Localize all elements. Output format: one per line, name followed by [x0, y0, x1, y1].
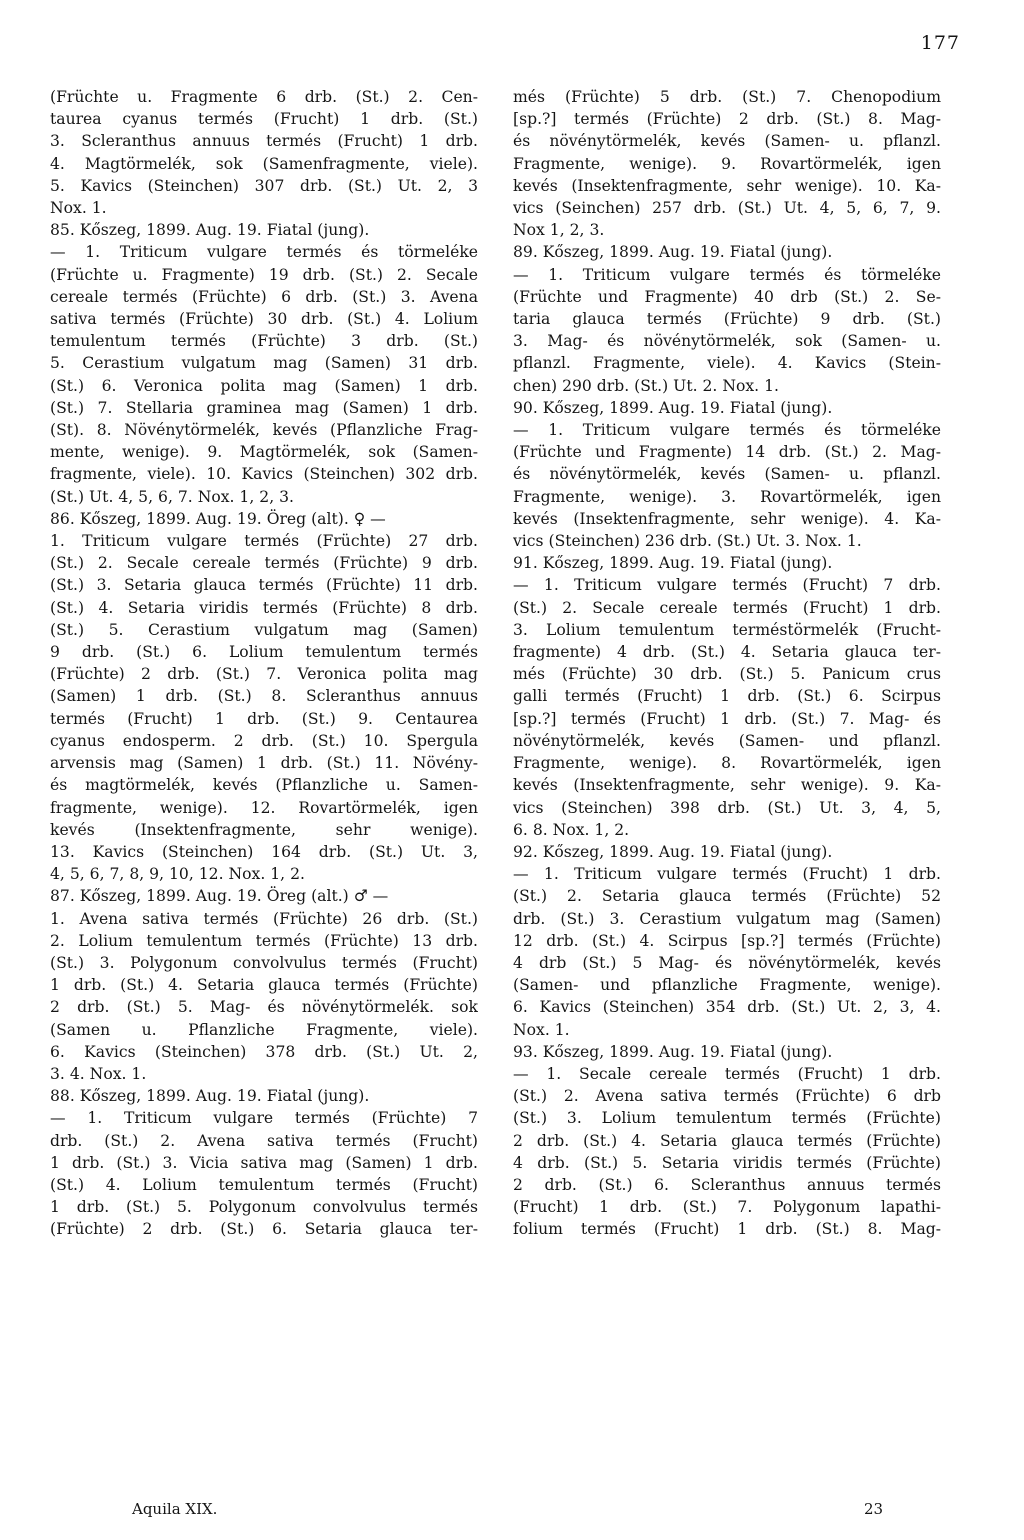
text-line: 5. Cerastium vulgatum mag (Samen) 31 drb.: [50, 354, 478, 373]
text-line: 4, 5, 6, 7, 8, 9, 10, 12. Nox. 1, 2.: [50, 865, 305, 884]
text-line: 1 drb. (St.) 5. Polygonum convolvulus termés: [50, 1198, 478, 1217]
text-line: (St.) 2. Setaria glauca termés (Früchte) 52: [513, 887, 941, 906]
text-line: 5. Kavics (Steinchen) 307 drb. (St.) Ut. 2, 3: [50, 176, 478, 195]
entry-heading: 86. Kőszeg, 1899. Aug. 19. Öreg (alt). ♀ —: [50, 509, 386, 528]
text-line: (St.) Ut. 4, 5, 6, 7. Nox. 1, 2, 3.: [50, 487, 294, 506]
text-line: taurea cyanus termés (Frucht) 1 drb. (St.): [50, 110, 478, 129]
text-line: (St). 8. Növénytörmelék, kevés (Pflanzliche Frag-: [50, 421, 478, 440]
text-line: — 1. Triticum vulgare termés (Früchte) 7: [50, 1109, 478, 1128]
text-line: [sp.?] termés (Frucht) 1 drb. (St.) 7. Mag- és: [513, 709, 941, 728]
text-line: (Früchte und Fragmente) 14 drb. (St.) 2. Mag-: [513, 443, 941, 462]
text-line: 3. Scleranthus annuus termés (Frucht) 1 drb.: [50, 132, 478, 151]
text-line: més (Früchte) 30 drb. (St.) 5. Panicum crus: [513, 665, 941, 684]
text-line: és magtörmelék, kevés (Pflanzliche u. Samen-: [50, 776, 478, 795]
text-line: (Samen u. Pflanzliche Fragmente, viele).: [50, 1020, 478, 1039]
left-text-column: [50, 86, 478, 1241]
signature-mark: 23: [864, 1500, 884, 1518]
entry-heading: 87. Kőszeg, 1899. Aug. 19. Öreg (alt.) ♂ —: [50, 887, 389, 906]
text-line: Nox. 1.: [513, 1020, 570, 1039]
text-line: (St.) 2. Secale cereale termés (Frucht) 1 drb.: [513, 598, 941, 617]
text-line: (St.) 7. Stellaria graminea mag (Samen) 1 drb.: [50, 398, 478, 417]
text-line: — 1. Triticum vulgare termés és törmeléke: [513, 421, 941, 440]
text-line: Fragmente, wenige). 3. Rovartörmelék, igen: [513, 487, 941, 506]
text-line: fragmente, viele). 10. Kavics (Steinchen) 302 drb.: [50, 465, 478, 484]
text-line: folium termés (Frucht) 1 drb. (St.) 8. Mag-: [513, 1220, 941, 1239]
text-line: (Früchte u. Fragmente 6 drb. (St.) 2. Cen-: [50, 88, 478, 106]
text-line: sativa termés (Früchte) 30 drb. (St.) 4. Lolium: [50, 310, 478, 329]
text-line: drb. (St.) 2. Avena sativa termés (Frucht): [50, 1131, 478, 1150]
text-line: cyanus endosperm. 2 drb. (St.) 10. Spergula: [50, 731, 478, 750]
text-line: 4 drb (St.) 5 Mag- és növénytörmelék, kevés: [513, 953, 941, 972]
text-line: 1 drb. (St.) 3. Vicia sativa mag (Samen) 1 drb.: [50, 1153, 478, 1172]
text-line: 6. Kavics (Steinchen) 354 drb. (St.) Ut. 2, 3, 4.: [513, 998, 941, 1017]
text-line: kevés (Insektenfragmente, sehr wenige). 4. Ka-: [513, 509, 941, 528]
text-line: (St.) 2. Secale cereale termés (Früchte) 9 drb.: [50, 554, 478, 573]
text-line: (St.) 4. Setaria viridis termés (Früchte) 8 drb.: [50, 598, 478, 617]
text-line: 3. Mag- és növénytörmelék, sok (Samen- u.: [513, 332, 941, 351]
text-line: 1. Avena sativa termés (Früchte) 26 drb. (St.): [50, 909, 478, 928]
text-line: més (Früchte) 5 drb. (St.) 7. Chenopodium: [513, 88, 941, 106]
text-line: vics (Steinchen) 236 drb. (St.) Ut. 3. Nox. 1.: [513, 532, 862, 551]
text-line: (Frucht) 1 drb. (St.) 7. Polygonum lapathi-: [513, 1198, 941, 1217]
entry-heading: 85. Kőszeg, 1899. Aug. 19. Fiatal (jung).: [50, 221, 370, 240]
entry-heading: 88. Kőszeg, 1899. Aug. 19. Fiatal (jung).: [50, 1087, 370, 1106]
text-line: (Samen) 1 drb. (St.) 8. Scleranthus annuus: [50, 687, 478, 706]
text-line: cereale termés (Früchte) 6 drb. (St.) 3. Avena: [50, 287, 478, 306]
text-line: fragmente, wenige). 12. Rovartörmelék, igen: [50, 798, 478, 817]
text-line: 2. Lolium temulentum termés (Früchte) 13 drb.: [50, 931, 478, 950]
text-line: (St.) 3. Setaria glauca termés (Früchte) 11 drb.: [50, 576, 478, 595]
text-line: temulentum termés (Früchte) 3 drb. (St.): [50, 332, 478, 351]
text-line: Nox 1, 2, 3.: [513, 221, 605, 240]
text-line: arvensis mag (Samen) 1 drb. (St.) 11. Növény-: [50, 754, 478, 773]
text-line: 3. Lolium temulentum terméstörmelék (Frucht-: [513, 620, 941, 639]
text-line: 4. Magtörmelék, sok (Samenfragmente, viele).: [50, 154, 478, 173]
text-line: 9 drb. (St.) 6. Lolium temulentum termés: [50, 643, 478, 662]
text-line: kevés (Insektenfragmente, sehr wenige). 9. Ka-: [513, 776, 941, 795]
text-line: (St.) 3. Lolium temulentum termés (Früchte): [513, 1109, 941, 1128]
text-line: 6. 8. Nox. 1, 2.: [513, 820, 630, 839]
text-line: 1. Triticum vulgare termés (Früchte) 27 drb.: [50, 532, 478, 551]
text-line: — 1. Triticum vulgare termés (Frucht) 1 drb.: [513, 865, 941, 884]
text-line: 1 drb. (St.) 4. Setaria glauca termés (Früchte): [50, 976, 478, 995]
text-line: Fragmente, wenige). 8. Rovartörmelék, igen: [513, 754, 941, 773]
text-line: vics (Seinchen) 257 drb. (St.) Ut. 4, 5, 6, 7, 9.: [513, 199, 941, 218]
text-line: 6. Kavics (Steinchen) 378 drb. (St.) Ut. 2,: [50, 1042, 478, 1061]
page-number: 177: [920, 32, 960, 54]
text-line: 2 drb. (St.) 5. Mag- és növénytörmelék. sok: [50, 998, 478, 1017]
text-line: taria glauca termés (Früchte) 9 drb. (St.): [513, 310, 941, 329]
text-line: chen) 290 drb. (St.) Ut. 2. Nox. 1.: [513, 376, 779, 395]
text-line: kevés (Insektenfragmente, sehr wenige).: [50, 820, 478, 839]
text-line: 3. 4. Nox. 1.: [50, 1064, 147, 1083]
text-line: — 1. Secale cereale termés (Frucht) 1 drb.: [513, 1064, 941, 1083]
text-line: vics (Steinchen) 398 drb. (St.) Ut. 3, 4, 5,: [513, 798, 941, 817]
text-line: Nox. 1.: [50, 199, 107, 218]
entry-heading: 93. Kőszeg, 1899. Aug. 19. Fiatal (jung).: [513, 1042, 833, 1061]
text-line: galli termés (Frucht) 1 drb. (St.) 6. Scirpus: [513, 687, 941, 706]
text-line: mente, wenige). 9. Magtörmelék, sok (Samen-: [50, 443, 478, 462]
text-line: Fragmente, wenige). 9. Rovartörmelék, igen: [513, 154, 941, 173]
text-line: (Früchte und Fragmente) 40 drb (St.) 2. Se-: [513, 287, 941, 306]
text-line: 4 drb. (St.) 5. Setaria viridis termés (Früchte): [513, 1153, 941, 1172]
text-line: és növénytörmelék, kevés (Samen- u. pflanzl.: [513, 132, 941, 151]
text-line: növénytörmelék, kevés (Samen- und pflanzl.: [513, 731, 941, 750]
entry-heading: 89. Kőszeg, 1899. Aug. 19. Fiatal (jung).: [513, 243, 833, 262]
text-line: (St.) 2. Avena sativa termés (Früchte) 6 drb: [513, 1087, 941, 1106]
text-line: (St.) 6. Veronica polita mag (Samen) 1 drb.: [50, 376, 478, 395]
journal-footer: Aquila XIX.: [132, 1500, 218, 1518]
text-line: (St.) 5. Cerastium vulgatum mag (Samen): [50, 620, 478, 639]
text-line: 12 drb. (St.) 4. Scirpus [sp.?] termés (Früchte): [513, 931, 941, 950]
text-line: 2 drb. (St.) 6. Scleranthus annuus termés: [513, 1175, 941, 1194]
text-line: (Samen- und pflanzliche Fragmente, wenige).: [513, 976, 941, 995]
text-line: kevés (Insektenfragmente, sehr wenige). 10. Ka-: [513, 176, 941, 195]
text-line: 2 drb. (St.) 4. Setaria glauca termés (Früchte): [513, 1131, 941, 1150]
right-text-column: [513, 86, 941, 1241]
text-line: drb. (St.) 3. Cerastium vulgatum mag (Samen): [513, 909, 941, 928]
text-line: termés (Frucht) 1 drb. (St.) 9. Centaurea: [50, 709, 478, 728]
text-line: pflanzl. Fragmente, viele). 4. Kavics (Stein-: [513, 354, 941, 373]
text-line: — 1. Triticum vulgare termés és törmeléke: [50, 243, 478, 262]
entry-heading: 91. Kőszeg, 1899. Aug. 19. Fiatal (jung).: [513, 554, 833, 573]
text-line: (Früchte) 2 drb. (St.) 7. Veronica polita mag: [50, 665, 478, 684]
text-line: — 1. Triticum vulgare termés és törmeléke: [513, 265, 941, 284]
text-line: (St.) 4. Lolium temulentum termés (Frucht): [50, 1175, 478, 1194]
text-line: (Früchte u. Fragmente) 19 drb. (St.) 2. Secale: [50, 265, 478, 284]
text-line: fragmente) 4 drb. (St.) 4. Setaria glauca ter-: [513, 643, 941, 662]
entry-heading: 90. Kőszeg, 1899. Aug. 19. Fiatal (jung).: [513, 398, 833, 417]
text-line: 13. Kavics (Steinchen) 164 drb. (St.) Ut. 3,: [50, 842, 478, 861]
text-line: és növénytörmelék, kevés (Samen- u. pflanzl.: [513, 465, 941, 484]
text-line: — 1. Triticum vulgare termés (Frucht) 7 drb.: [513, 576, 941, 595]
text-line: (Früchte) 2 drb. (St.) 6. Setaria glauca ter-: [50, 1220, 478, 1239]
entry-heading: 92. Kőszeg, 1899. Aug. 19. Fiatal (jung).: [513, 842, 833, 861]
text-line: (St.) 3. Polygonum convolvulus termés (Frucht): [50, 953, 478, 972]
text-line: [sp.?] termés (Früchte) 2 drb. (St.) 8. Mag-: [513, 110, 941, 129]
